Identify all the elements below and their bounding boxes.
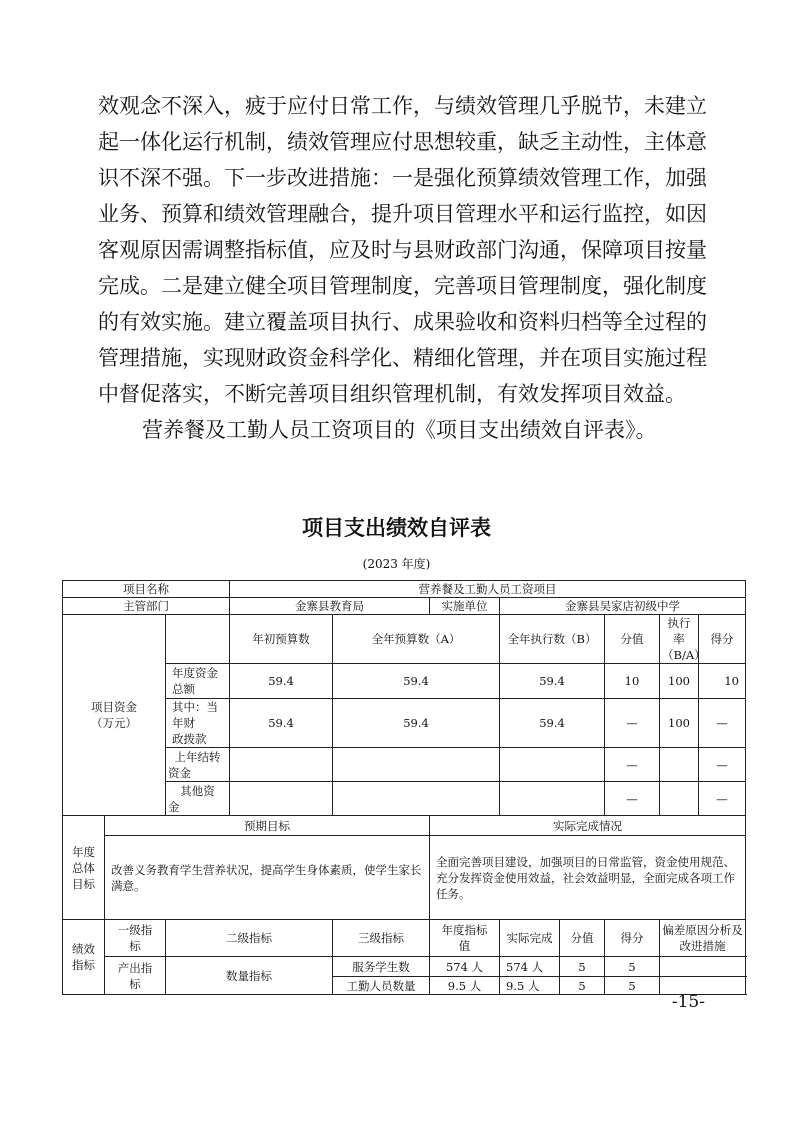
indicator-score: 5 <box>605 977 660 995</box>
indicator-name: 服务学生数 <box>333 957 430 977</box>
department-row <box>63 598 746 615</box>
header-rate <box>660 615 706 664</box>
funds-initial: 59.4 <box>230 664 333 699</box>
header-level2: 二级指标 <box>166 920 333 957</box>
funds-row-label <box>166 699 230 748</box>
output-indicator-1: 产出指 <box>117 960 153 975</box>
funds-score: — <box>699 699 746 748</box>
header-target <box>430 920 500 957</box>
text-line: 业务、预算和绩效管理融合，提升项目管理水平和运行监控，如因 <box>98 202 707 226</box>
indicator-actual: 9.5 人 <box>500 977 560 995</box>
funds-executed: 59.4 <box>500 699 605 748</box>
header-level1-a: 一级指 <box>117 923 153 937</box>
project-name-label: 项目名称 <box>63 581 230 598</box>
funds-header-blank <box>166 615 230 664</box>
funds-annual: 59.4 <box>333 699 500 748</box>
goal-header-row <box>63 816 746 836</box>
funds-score: — <box>699 748 746 782</box>
funds-other-row <box>63 782 746 816</box>
funds-row-label-1: 其中：当年财 <box>172 700 218 730</box>
body-text <box>98 88 710 448</box>
funds-rate: 100 <box>660 664 699 699</box>
funds-executed <box>500 782 605 816</box>
indicator-name: 工勤人员数量 <box>333 977 430 995</box>
actual-goal-header: 实际完成情况 <box>430 816 746 836</box>
funds-annual <box>333 782 500 816</box>
goal-content-row <box>63 836 746 920</box>
funds-annual: 59.4 <box>333 664 500 699</box>
text-line: 起一体化运行机制，绩效管理应付思想较重，缺乏主动性，主体意 <box>98 130 707 154</box>
funds-rate <box>660 748 699 782</box>
header-level1 <box>105 920 166 957</box>
indicator-label <box>63 920 105 995</box>
header-level1-b: 标 <box>129 939 141 953</box>
header-target-b: 值 <box>458 939 471 953</box>
header-deviation: 偏差原因分析及改进措施 <box>660 920 746 957</box>
indicator-label-2: 指标 <box>72 958 95 972</box>
closing-line: 营养餐及工勤人员工资项目的《项目支出绩效自评表》。 <box>142 418 657 442</box>
text-line: 完成。二是建立健全项目管理制度，完善项目管理制度，强化制度 <box>98 274 707 298</box>
funds-rate: 100 <box>660 699 699 748</box>
funds-unit-text: （万元） <box>91 716 137 730</box>
text-line: 效观念不深入，疲于应付日常工作，与绩效管理几乎脱节，未建立 <box>98 94 707 118</box>
funds-score-value: — <box>605 782 660 816</box>
indicator-header-row <box>63 920 746 957</box>
header-rate-text: 执行率 <box>667 616 691 646</box>
funds-score: — <box>699 782 746 816</box>
funds-row-label <box>166 782 230 816</box>
funds-executed: 59.4 <box>500 664 605 699</box>
header-rate-sub: （B/A） <box>662 648 706 662</box>
header-score-value: 分值 <box>560 920 605 957</box>
indicator-score: 5 <box>605 957 660 977</box>
text-line: 中督促落实，不断完善项目组织管理机制，有效发挥项目效益。 <box>98 382 686 406</box>
funds-row-label-2: 政拨款 <box>172 732 207 746</box>
funds-row-label: 年度资金总额 <box>166 664 230 699</box>
expected-goal-text: 改善义务教育学生营养状况，提高学生身体素质，使学生家长满意。 <box>105 836 430 920</box>
funds-header-row <box>63 615 746 664</box>
funds-current-row <box>63 699 746 748</box>
dept-label: 主管部门 <box>63 598 230 615</box>
actual-goal-text: 全面完善项目建设，加强项目的日常监管，资金使用规范、充分发挥资金使用效益，社会效益明显，全面完成各项工作任务。 <box>430 836 746 920</box>
goal-label-1: 年度 <box>72 844 95 859</box>
goal-label-3: 目标 <box>72 876 95 891</box>
text-line: 识不深不强。下一步改进措施：一是强化预算绩效管理工作，加强 <box>98 166 707 190</box>
expected-goal-header: 预期目标 <box>105 816 430 836</box>
header-level3: 三级指标 <box>333 920 430 957</box>
project-name: 营养餐及工勤人员工资项目 <box>230 581 746 598</box>
output-indicator <box>105 957 166 995</box>
page-number: -15- <box>671 992 705 1012</box>
funds-score-value: — <box>605 748 660 782</box>
header-score-value: 分值 <box>605 615 660 664</box>
text-line: 的有效实施。建立覆盖项目执行、成果验收和资料归档等全过程的 <box>98 310 707 334</box>
header-annual: 全年预算数（A） <box>333 615 500 664</box>
header-initial: 年初预算数 <box>230 615 333 664</box>
indicator-target: 9.5 人 <box>430 977 500 995</box>
funds-row-label-1: 其他资 <box>180 783 215 798</box>
funds-rate <box>660 782 699 816</box>
header-score: 得分 <box>699 615 746 664</box>
funds-annual <box>333 748 500 782</box>
funds-score: 10 <box>699 664 746 699</box>
indicator-score-value: 5 <box>560 957 605 977</box>
quantity-indicator: 数量指标 <box>166 957 333 995</box>
project-name-row <box>63 581 746 598</box>
goal-label-2: 总体 <box>72 860 95 875</box>
output-indicator-2: 标 <box>129 976 141 991</box>
funds-row-label <box>166 748 230 782</box>
text-line: 客观原因需调整指标值，应及时与县财政部门沟通，保障项目按量 <box>98 238 707 262</box>
impl-label: 实施单位 <box>430 598 500 615</box>
funds-row-label-1: 上年结转 <box>174 749 221 764</box>
funds-total-row <box>63 664 746 699</box>
impl-value: 金寨县吴家店初级中学 <box>500 598 746 615</box>
evaluation-table <box>62 580 746 995</box>
goal-label <box>63 816 105 920</box>
indicator-score-value: 5 <box>560 977 605 995</box>
indicator-deviation <box>660 957 746 977</box>
table-title: 项目支出绩效自评表 <box>302 516 491 540</box>
funds-executed <box>500 748 605 782</box>
header-score: 得分 <box>605 920 660 957</box>
indicator-label-1: 绩效 <box>72 942 95 956</box>
funds-label-text: 项目资金 <box>91 700 137 714</box>
funds-row-label-2: 金 <box>168 799 180 814</box>
text-line: 管理措施，实现财政资金科学化、精细化管理，并在项目实施过程 <box>98 346 707 370</box>
funds-label <box>63 615 166 816</box>
indicator-actual: 574 人 <box>500 957 560 977</box>
indicator-target: 574 人 <box>430 957 500 977</box>
indicator-row <box>63 957 746 977</box>
funds-carryover-row <box>63 748 746 782</box>
table-subtitle: (2023 年度) <box>362 557 431 571</box>
header-target-a: 年度指标 <box>441 923 488 937</box>
funds-score-value: — <box>605 699 660 748</box>
funds-score-value: 10 <box>605 664 660 699</box>
funds-row-label-2: 资金 <box>168 765 191 780</box>
funds-initial <box>230 748 333 782</box>
dept-value: 金寨县教育局 <box>230 598 430 615</box>
header-executed: 全年执行数（B） <box>500 615 605 664</box>
header-actual: 实际完成 <box>500 920 560 957</box>
funds-initial: 59.4 <box>230 699 333 748</box>
funds-initial <box>230 782 333 816</box>
